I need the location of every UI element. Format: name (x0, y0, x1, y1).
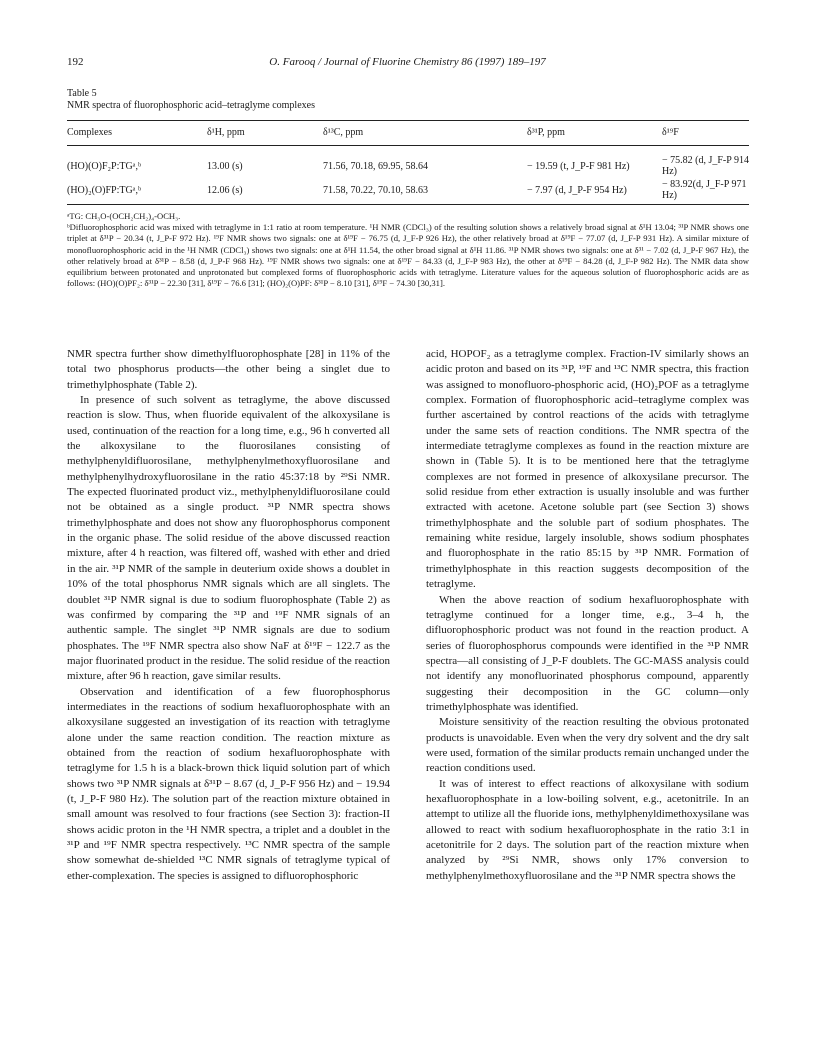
column-header: δ³¹P, ppm (527, 127, 565, 138)
table-title: NMR spectra of fluorophosphoric acid–tetraglyme complexes (67, 100, 315, 111)
table-5 (67, 88, 749, 289)
table-header-row (67, 121, 749, 146)
paragraph: When the above reaction of sodium hexafluorophosphate with tetraglyme continued for a longer time, e.g., 3–4 h, the difluorophosphoric product was not found in the reaction product. A series of fluorophosphorus compounds were identified in the ³¹P NMR spectra—all consisting of J_P-F doublets. The GC-MASS analysis could not identify any monofluorinated phosphorus compound, apparently suggesting their decomposition in the GC column—only trimethylphosphate was identified. (426, 593, 749, 713)
column-header: δ¹H, ppm (207, 127, 245, 138)
table-cell: 13.00 (s) (207, 160, 243, 172)
right-column (426, 347, 749, 884)
left-column (67, 347, 390, 884)
table-row (67, 178, 749, 205)
table-cell: − 75.82 (d, J_F-P 914 Hz) (662, 155, 749, 177)
paragraph: acid, HOPOF₂ as a tetraglyme complex. Fraction-IV similarly shows an acidic proton and based on its ³¹P, ¹⁹F and ¹³C NMR spectra, this fraction was assigned to monofluoro-phosphoric acid, (HO)₂POF as a tetraglyme complex. Formation of fluorophosphoric acid–tetraglyme complex was further ascertained by control reactions of the acids with tetraglyme under the same sets of reaction conditions. The NMR spectra of the intermediate tetraglyme complexes as found in the reaction mixture are shown in (Table 5). It is to be mentioned here that the tetraglyme complexes are not formed in presence of alkoxysilane precursor. The solid residue from ether extraction is usually insoluble and was further extracted with acetone. Acetone soluble part (see Section 3) shows trimethylphosphate and the soluble part of sodium phosphates. The remaining white residue, largely insoluble, shows sodium phosphates and fluorophosphate in the ratio 85:15 by ³¹P NMR. Formation of trimethylphosphate in this reaction suggests decomposition of the tetraglyme. (426, 348, 749, 591)
column-header: Complexes (67, 127, 112, 138)
table-cell: 12.06 (s) (207, 184, 243, 196)
table-footnotes (67, 211, 749, 289)
table-cell: (HO)(O)F₂P:TGᵃ,ᵇ (67, 160, 142, 172)
column-header: δ¹⁹F (662, 127, 679, 138)
paragraph: It was of interest to effect reactions of alkoxysilane with sodium hexafluorophosphate in a low-boiling solvent, e.g., acetonitrile. In an attempt to utilize all the fluoride ions, methylphenyldimethoxysilane was allowed to react with sodium hexafluorophosphate in the ratio 3:1 in acetonitrile for 2 days. The solution part of the reaction mixture when analyzed by ²⁹Si NMR, shows only 17% conversion to methylphenylmethoxyfluorosilane and the ³¹P NMR spectra shows the (426, 777, 749, 882)
footnote-b: ᵇDifluorophosphoric acid was mixed with tetraglyme in 1:1 ratio at room temperature. ¹H NMR (CDCl₃) of the resulting solution shows a relatively broad signal at δ¹H 13.04; ³¹P NMR shows one triplet at δ³¹P − 20.34 (t, J_P-F 972 Hz). ¹⁹F NMR shows two signals: one at δ¹⁹F − 76.75 (d, J_F-P 926 Hz), the other relatively broad at δ¹⁹F − 77.07 (d, J_F-P 931 Hz). A similar mixture of monofluorophosphoric acid in the ¹H NMR (CDCl₃) shows two signals: one at δ¹H 11.54, the other broad signal at δ¹H 11.86. ³¹P NMR shows two signals: one at δ³¹ − 7.02 (d, J_P-F 967 Hz), the other relatively broad at δ³¹P − 8.58 (d, J_P-F 968 Hz). ¹⁹F NMR shows two signals: one at δ¹⁹F − 84.33 (d, J_F-P 983 Hz), the other at δ¹⁹F − 84.28 (d, J_F-P 982 Hz). The NMR data show equilibrium between protonated and unprotonated but complexed forms of fluorophosphoric acids with tetraglyme. Literature values for the aqueous solution of fluorophosphoric acids are as follows: (HO)(O)PF₂: δ³¹P − 22.30 [31], δ¹⁹F − 76.6 [31]; (HO)₂(O)PF: δ³¹P − 8.10 [31], δ¹⁹F − 74.30 [30,31]. (67, 222, 749, 289)
page-number: 192 (67, 56, 84, 68)
nmr-table (67, 120, 749, 205)
paragraph: Observation and identification of a few fluorophosphorus intermediates in the reactions of sodium hexafluorophosphate with an alkoxysilane suggested an investigation of its reaction with tetraglyme alone under the same reaction condition. The reaction mixture as obtained from the reaction of sodium hexafluorophosphate with tetraglyme for 1.5 h is a black-brown thick liquid solution part of which shows two ³¹P NMR signals at δ³¹P − 8.67 (d, J_P-F 956 Hz) and − 19.94 (t, J_P-F 980 Hz). The solution part of the reaction mixture obtained in small amount was resolved to four fractions (see Section 3): fraction-II shows acidic proton in the ¹H NMR spectra, a triplet and a doublet in the ³¹P and ¹⁹F NMR spectra respectively. ¹³C NMR spectra of the sample show somewhat de-shielded ¹³C NMR signals of tetraglyme typical of ether-complexation. The species is assigned to difluorophosphoric (67, 685, 390, 882)
paragraph: In presence of such solvent as tetraglyme, the above discussed reaction is slow. Thus, when fluoride equivalent of the alkoxysilane is used, continuation of the reaction for a long time, e.g., 96 h converted all the alkoxysilane to the fluorosilanes consisting of methylphenyldifluorosilane, methylphenylmethoxyfluorosilane and methylphenylhydroxyfluorosilane in the ratio 45:37:18 by ²⁹Si NMR. The expected fluorinated product viz., methylphenyldifluorosilane could not be obtained as a single product. ³¹P NMR spectra shows trimethylphosphate and does not show any fluorophosphorus component in the organic phase. The solid residue of the above discussed reaction mixture, after 4 h reaction, was filtered off, washed with ether and dried in the air. ³¹P NMR of the sample in deuterium oxide shows a doublet in 10% of the total phosphorus NMR signals which are all singlets. The doublet ³¹P NMR signal is due to sodium fluorophosphate (Table 2) as was confirmed by comparing the ³¹P and ¹⁹F NMR signals of an authentic sample. The singlet ³¹P NMR signals are due to sodium phosphates. The ¹⁹F NMR spectra also show NaF at δ¹⁹F − 122.7 as the major fluorinated product in the residue. The solid residue of the reaction mixture, after 96 h reaction, gave similar results. (67, 394, 390, 683)
table-row (67, 146, 749, 179)
table-cell: − 83.92(d, J_F-P 971 Hz) (662, 179, 747, 201)
table-cell: − 7.97 (d, J_P-F 954 Hz) (527, 184, 627, 196)
table-cell: − 19.59 (t, J_P-F 981 Hz) (527, 160, 630, 172)
table-cell: 71.58, 70.22, 70.10, 58.63 (323, 184, 428, 196)
paragraph: Moisture sensitivity of the reaction resulting the obvious protonated products is unavoidable. Even when the very dry solvent and the dry salt were used, formation of the similar products remain unchanged under the reaction conditions used. (426, 716, 749, 775)
footnote-a: ᵃTG: CH₃O-(OCH₂CH₂)₄-OCH₃. (67, 211, 181, 221)
paragraph: NMR spectra further show dimethylfluorophosphate [28] in 11% of the total two phosphorus products—the other being a singlet due to trimethylphosphate (Table 2). (67, 348, 390, 391)
table-cell: (HO)₂(O)FP:TGᵃ,ᵇ (67, 184, 142, 196)
column-header: δ¹³C, ppm (323, 127, 364, 138)
table-cell: 71.56, 70.18, 69.95, 58.64 (323, 160, 428, 172)
table-label: Table 5 (67, 88, 97, 99)
running-head: O. Farooq / Journal of Fluorine Chemistry 86 (1997) 189–197 (269, 56, 546, 68)
